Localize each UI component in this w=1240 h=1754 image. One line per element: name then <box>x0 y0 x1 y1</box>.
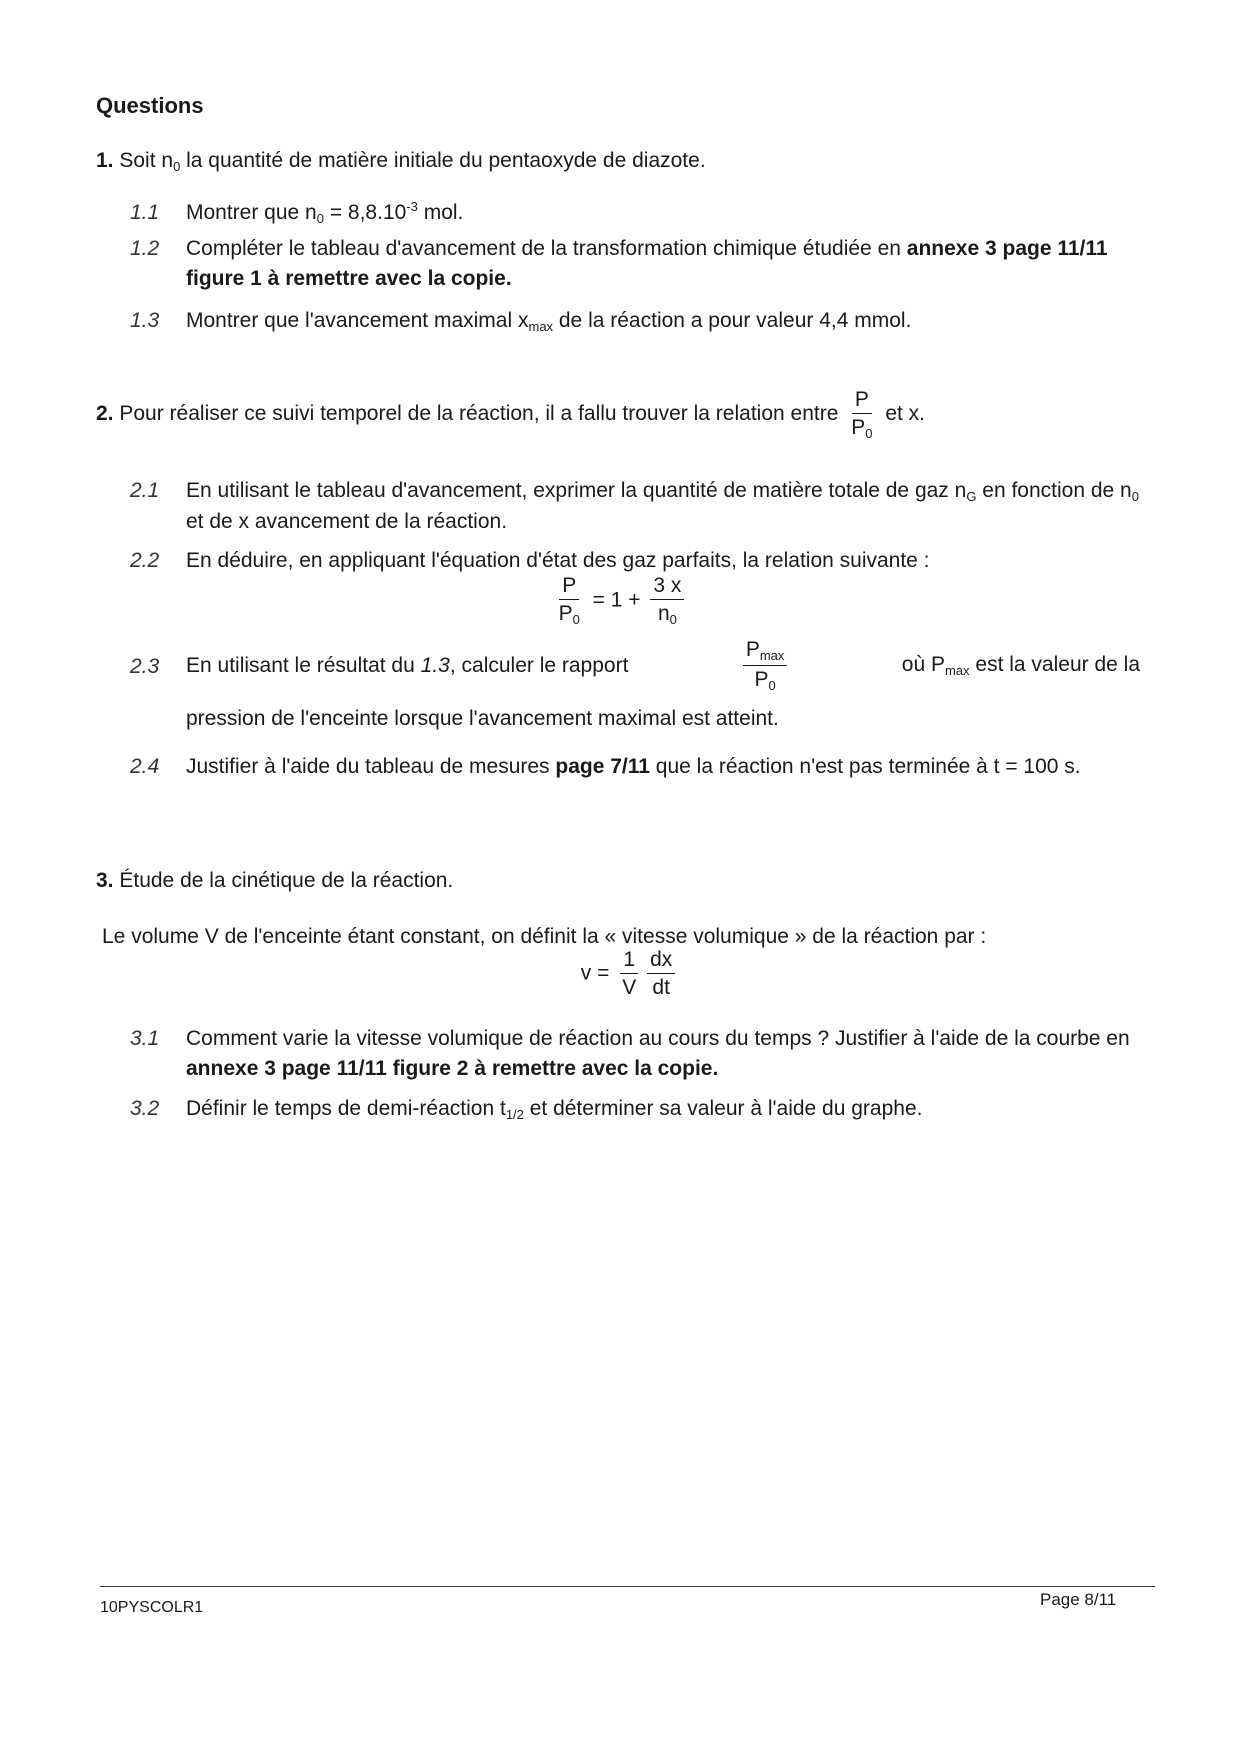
q2-1-text: En utilisant le tableau d'avancement, exprimer la quantité de matière totale de gaz n <box>186 479 967 502</box>
footer-divider <box>100 1586 1155 1587</box>
question-number: 3. <box>96 869 114 892</box>
question-2-intro <box>96 388 1156 441</box>
q1-1-unit: mol. <box>417 201 464 224</box>
equation-volumetric-rate: v = $\frac{1}{V}$ $\frac{dx}{dt}$ <box>560 948 700 999</box>
q1-3-sub: max <box>528 319 554 334</box>
question-2-1: 2.1 En utilisant le tableau d'avancement, exprimer la quantité de matière totale de gaz $n_G$ en fonction de $n_0$ et de x avancement de la réaction. <box>130 476 1140 537</box>
item-number: 2.3 <box>130 655 160 678</box>
q1-2-annex-ref: annexe 3 page 11/11 figure 1 à remettre avec la copie. <box>186 237 1108 291</box>
q2-intro-end: et x. <box>885 402 925 426</box>
q3-paragraph: Le volume V de l'enceinte étant constant, on définit la « vitesse volumique » de la réaction par : <box>102 925 987 948</box>
equation-p-over-p0: $\frac{P}{P_0}$ = 1 + $\frac{3 x}{n_0}$ <box>520 574 720 627</box>
q1-intro-text: Soit n <box>119 149 174 172</box>
item-number: 2.2 <box>130 549 160 572</box>
item-number: 1.1 <box>130 201 160 224</box>
q1-3-text-end: de la réaction a pour valeur 4,4 mmol. <box>553 309 912 332</box>
q1-intro-sub: 0 <box>173 159 181 174</box>
question-number: 1. <box>96 149 114 172</box>
p-over-p0-fraction: $\frac{P}{P_0}$ <box>851 388 873 442</box>
q2-intro-text: Pour réaliser ce suivi temporel de la réaction, il a fallu trouver la relation entre <box>119 402 839 426</box>
q2-2-text: En déduire, en appliquant l'équation d'état des gaz parfaits, la relation suivante : <box>186 549 930 572</box>
question-2-4: 2.4 Justifier à l'aide du tableau de mesures page 7/11 que la réaction n'est pas terminée à t = 100 s. <box>130 752 1140 782</box>
q1-intro-text-end: la quantité de matière initiale du pentaoxyde de diazote. <box>180 149 706 172</box>
q3-intro-text: Étude de la cinétique de la réaction. <box>119 869 454 892</box>
q1-1-exponent: -3 <box>406 199 418 214</box>
item-number: 1.3 <box>130 309 160 332</box>
question-2-2 <box>130 546 1140 576</box>
footer-code: 10PYSCOLR1 <box>100 1599 204 1616</box>
question-1-3 <box>130 306 1140 337</box>
footer-page-number: Page 8/11 <box>1040 1590 1117 1609</box>
item-number: 2.4 <box>130 755 160 778</box>
question-number: 2. <box>96 402 114 426</box>
q1-2-text: Compléter le tableau d'avancement de la transformation chimique étudiée en <box>186 237 907 260</box>
q1-1-value: = 8,8.10 <box>323 201 407 224</box>
pmax-over-p0-fraction: $\frac{P_{max}}{P_0}$ <box>743 638 788 694</box>
q1-1-text: Montrer que n <box>186 201 317 224</box>
question-3-1: 3.1 Comment varie la vitesse volumique de réaction au cours du temps ? Justifier à l'aide de la courbe en annexe 3 page 11/11 figure 2 à remettre avec la copie. <box>130 1024 1140 1085</box>
item-number: 3.1 <box>130 1027 160 1050</box>
q2-3-text-end: pression de l'enceinte lorsque l'avancement maximal est atteint. <box>186 706 779 730</box>
item-number: 1.2 <box>130 237 160 260</box>
item-number: 3.2 <box>130 1097 160 1120</box>
q3-1-annex-ref: annexe 3 page 11/11 figure 2 à remettre avec la copie. <box>186 1057 719 1081</box>
q1-3-text: Montrer que l'avancement maximal x <box>186 309 529 332</box>
question-1-intro <box>96 146 1156 177</box>
question-3-2: 3.2 Définir le temps de demi-réaction $t_{1/2}$ et déterminer sa valeur à l'aide du graphe. <box>130 1094 1140 1125</box>
question-2-3: 2.3 En utilisant le résultat du 1.3, calculer le rapport $\frac{P_{max}}{P_0}$ où $P_{max}$ est la valeur de la pression de l'enceinte lorsque l'avancement maximal est atteint. <box>130 638 1140 730</box>
item-number: 2.1 <box>130 479 160 502</box>
question-1-2 <box>130 234 1140 295</box>
section-title: Questions <box>96 93 204 118</box>
q2-4-page-ref: page 7/11 <box>555 755 650 778</box>
q1-1-sub: 0 <box>316 211 324 226</box>
question-3-intro <box>96 866 1156 896</box>
question-1-1 <box>130 198 1140 229</box>
